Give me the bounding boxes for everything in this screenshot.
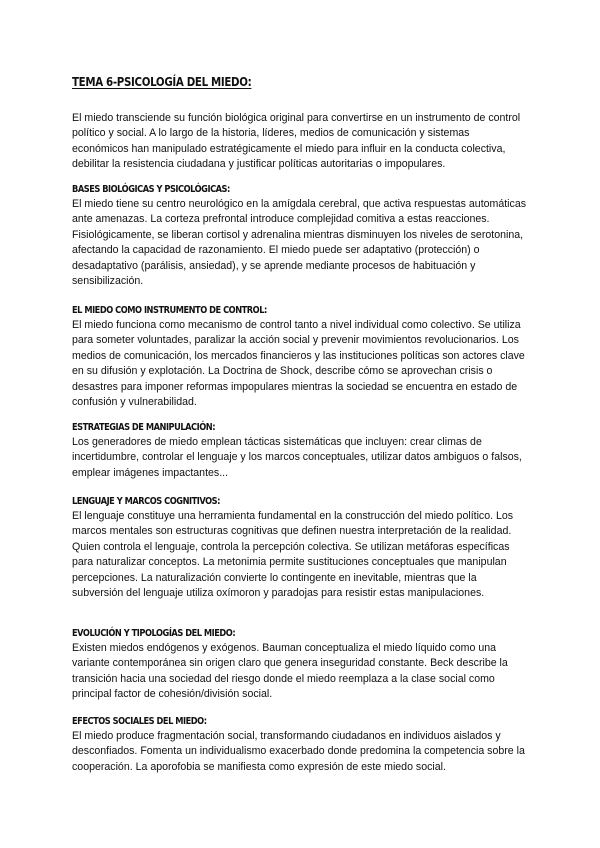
document-title: TEMA 6-PSICOLOGÍA DEL MIEDO: (72, 74, 252, 89)
intro-paragraph: El miedo transciende su función biológica original para convertirse en un instrumento de control político y social. A lo largo de la historia, líderes, medios de comunicación y sistemas económicos han manipulado estratégicamente el miedo para influir en la conducta colectiva, debilitar la resistencia ciudadana y justificar políticas autoritarias o impopulares. (72, 112, 521, 171)
section-bases-biologicas (72, 183, 528, 289)
section-heading: EL MIEDO COMO INSTRUMENTO DE CONTROL: (72, 305, 267, 316)
section-heading: BASES BIOLÓGICAS Y PSICOLÓGICAS: (72, 184, 230, 195)
section-efectos-sociales (72, 715, 528, 775)
section-heading: EFECTOS SOCIALES DEL MIEDO: (72, 716, 207, 727)
section-heading: LENGUAJE Y MARCOS COGNITIVOS: (72, 496, 220, 507)
section-body: Existen miedos endógenos y exógenos. Bauman conceptualiza el miedo líquido como una variante contemporánea sin origen claro que genera inseguridad constante. Beck describe la transición hacia una sociedad del riesgo donde el miedo reemplaza a la clase social como principal factor de cohesión/división social. (72, 642, 508, 701)
section-estrategias-manipulacion (72, 421, 528, 481)
section-body: El miedo funciona como mecanismo de control tanto a nivel individual como colectivo. Se utiliza para someter voluntades, paralizar la acción social y prevenir movimientos revolucionarios. Los medios de comunicación, los mercados financieros y las instituciones políticas son actores clave en su difusión y explotación. La Doctrina de Shock, describe cómo se aprovechan crisis o desastres para imponer reformas impopulares mientras la sociedad se encuentra en estado de confusión y vulnerabilidad. (72, 319, 525, 409)
section-body: El lenguaje constituye una herramienta fundamental en la construcción del miedo político. Los marcos mentales son estructuras cognitivas que definen nuestra interpretación de la realidad. Quien controla el lenguaje, controla la percepción colectiva. Se utilizan metáforas específicas para naturalizar conceptos. La metonimia permite sustituciones conceptuales que manipulan percepciones. La naturalización convierte lo contingente en inevitable, mientras que la subversión del lenguaje utiliza oxímoron y paradojas para resistir estas manipulaciones. (72, 510, 514, 600)
section-heading: ESTRATEGIAS DE MANIPULACIÓN: (72, 422, 216, 433)
section-heading: EVOLUCIÓN Y TIPOLOGÍAS DEL MIEDO: (72, 628, 236, 639)
section-lenguaje-marcos (72, 495, 528, 601)
section-evolucion-tipologias (72, 627, 528, 703)
section-body: Los generadores de miedo emplean tácticas sistemáticas que incluyen: crear climas de incertidumbre, controlar el lenguaje y los marcos conceptuales, utilizar datos ambiguos o falsos, emplear imágenes impactantes... (72, 436, 522, 479)
section-body: El miedo tiene su centro neurológico en la amígdala cerebral, que activa respuestas automáticas ante amenazas. La corteza prefrontal introduce complejidad comitiva a estas reacciones. Fisiológicamente, se liberan cortisol y adrenalina mientras disminuyen los niveles de serotonina, afectando la capacidad de razonamiento. El miedo puede ser adaptativo (protección) o desadaptativo (parálisis, ansiedad), y se aprende mediante procesos de habituación y sensibilización. (72, 198, 527, 288)
section-body: El miedo produce fragmentación social, transformando ciudadanos en individuos aislados y desconfiados. Fomenta un individualismo exacerbado donde predomina la competencia sobre la cooperación. La aporofobia se manifiesta como expresión de este miedo social. (72, 730, 525, 773)
section-instrumento-control (72, 304, 528, 410)
